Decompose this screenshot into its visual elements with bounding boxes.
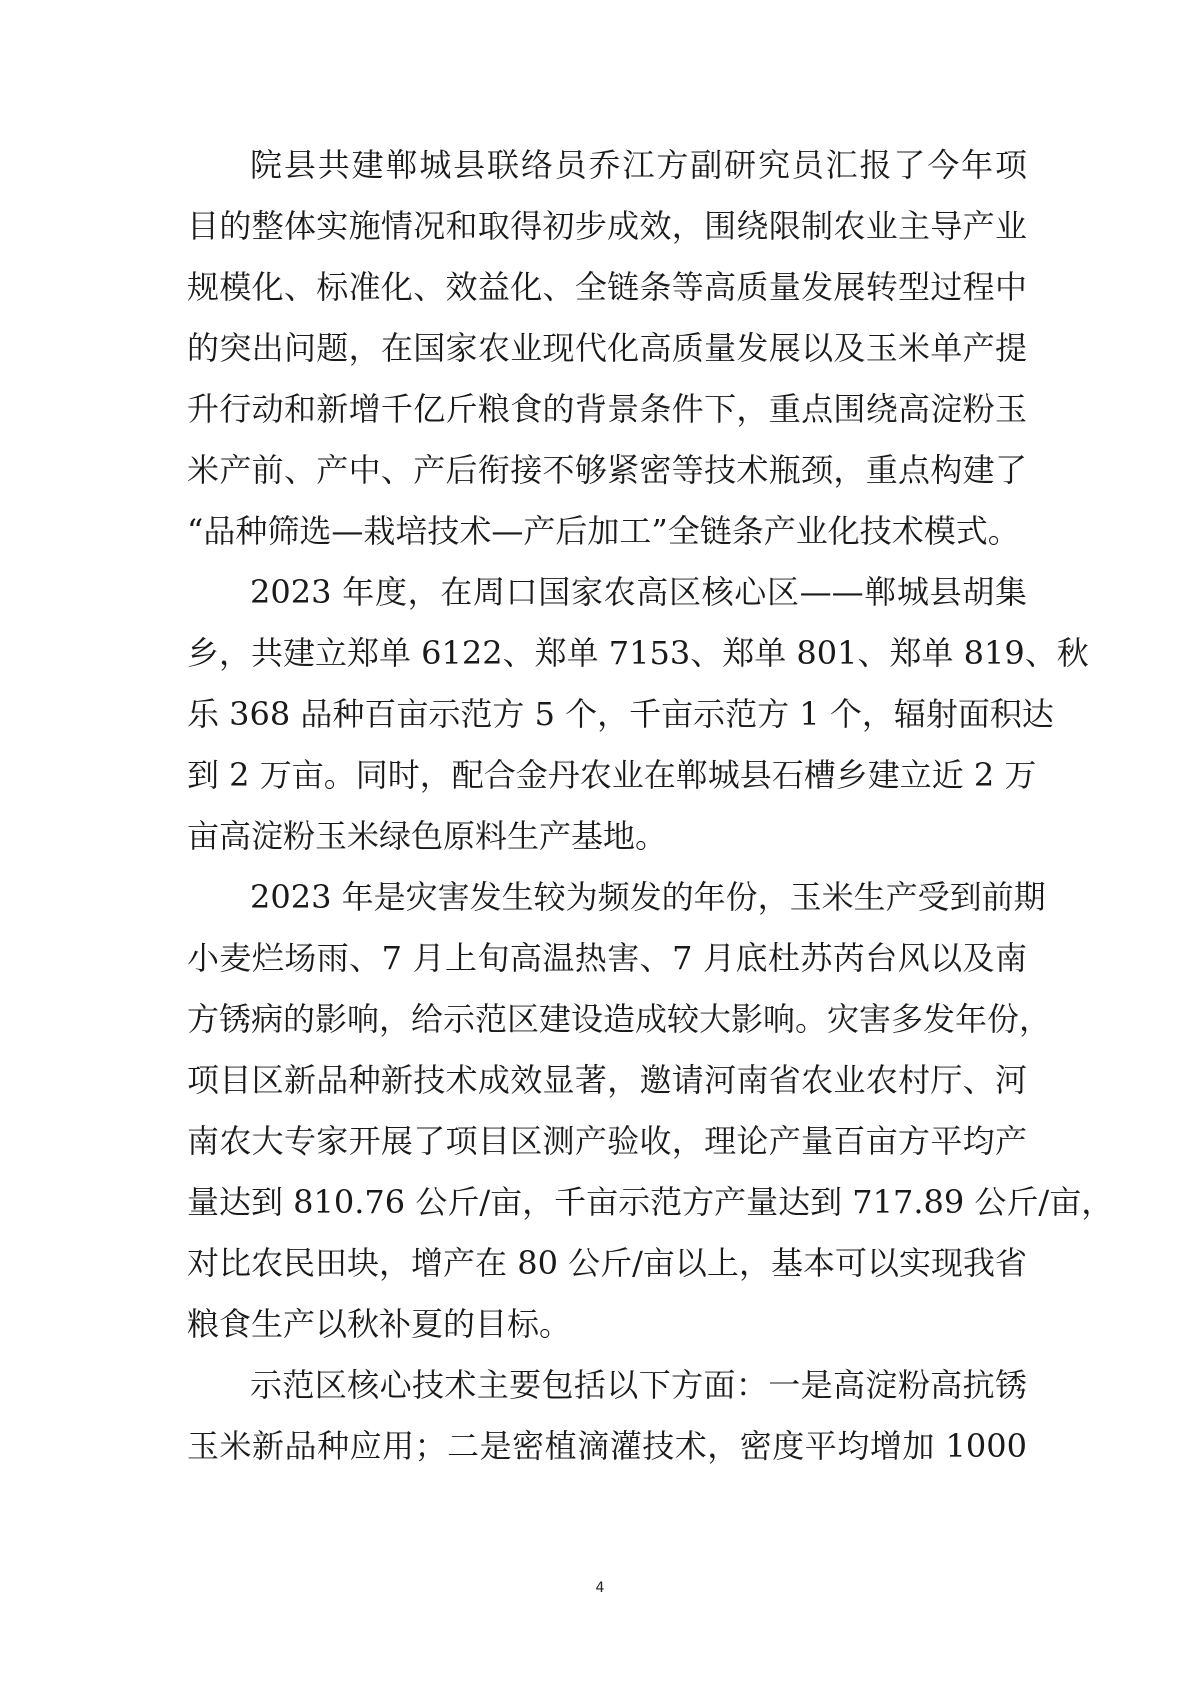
text-line: “品种筛选—栽培技术—产后加工”全链条产业化技术模式。 (187, 512, 1020, 550)
text-line: 南农大专家开展了项目区测产验收，理论产量百亩方平均产 (187, 1122, 1027, 1160)
text-line: 对比农民田块，增产在 80 公斤/亩以上，基本可以实现我省 (187, 1244, 1027, 1282)
text-line: 2023 年度，在周口国家农高区核心区——郸城县胡集 (250, 573, 1027, 611)
text-line: 玉米新品种应用；二是密植滴灌技术，密度平均增加 1000 (187, 1427, 1027, 1465)
text-line: 方锈病的影响，给示范区建设造成较大影响。灾害多发年份， (187, 1000, 1052, 1038)
text-line: 示范区核心技术主要包括以下方面：一是高淀粉高抗锈 (250, 1366, 1027, 1404)
text-line: 粮食生产以秋补夏的目标。 (187, 1305, 572, 1343)
text-line: 乐 368 品种百亩示范方 5 个，千亩示范方 1 个，辐射面积达 (187, 695, 1054, 733)
text-line: 升行动和新增千亿斤粮食的背景条件下，重点围绕高淀粉玉 (187, 390, 1027, 428)
text-line: 的突出问题，在国家农业现代化高质量发展以及玉米单产提 (187, 329, 1027, 367)
text-line: 院县共建郸城县联络员乔江方副研究员汇报了今年项 (250, 146, 1027, 184)
page-number: 4 (595, 1580, 605, 1596)
text-line: 小麦烂场雨、7 月上旬高温热害、7 月底杜苏芮台风以及南 (187, 939, 1027, 977)
text-line: 米产前、产中、产后衔接不够紧密等技术瓶颈，重点构建了 (187, 451, 1027, 489)
text-line: 乡，共建立郑单 6122、郑单 7153、郑单 801、郑单 819、秋 (187, 634, 1089, 672)
text-line: 2023 年是灾害发生较为频发的年份，玉米生产受到前期 (250, 878, 1046, 916)
text-line: 量达到 810.76 公斤/亩，千亩示范方产量达到 717.89 公斤/亩， (187, 1183, 1114, 1221)
text-line: 项目区新品种新技术成效显著，邀请河南省农业农村厅、河 (187, 1061, 1027, 1099)
text-line: 亩高淀粉玉米绿色原料生产基地。 (187, 817, 668, 855)
text-line: 到 2 万亩。同时，配合金丹农业在郸城县石槽乡建立近 2 万 (187, 756, 1037, 794)
text-line: 目的整体实施情况和取得初步成效，围绕限制农业主导产业 (187, 207, 1027, 245)
text-line: 规模化、标准化、效益化、全链条等高质量发展转型过程中 (187, 268, 1027, 306)
